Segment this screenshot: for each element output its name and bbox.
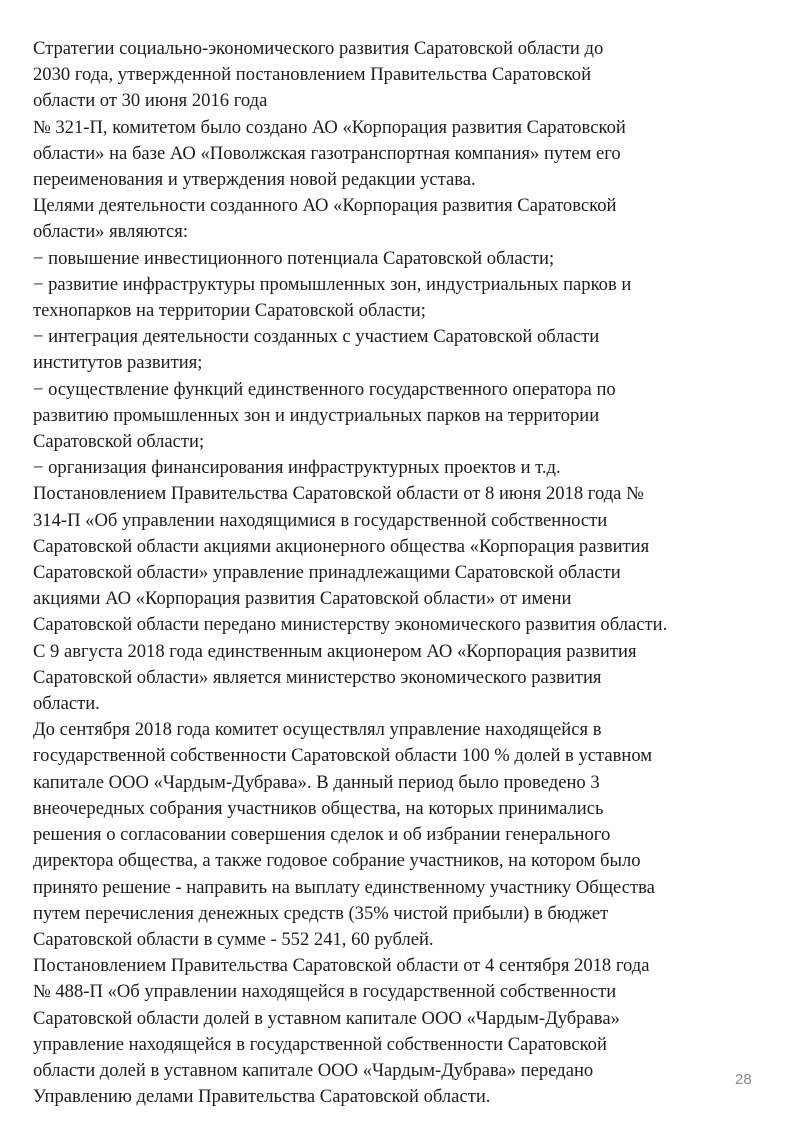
text-line: 314-П «Об управлении находящимися в государственной собственности [33, 509, 608, 531]
text-line: № 488-П «Об управлении находящейся в государственной собственности [33, 981, 617, 1003]
text-line: 2030 года, утвержденной постановлением Правительства Саратовской [33, 64, 592, 86]
text-line: С 9 августа 2018 года единственным акционером АО «Корпорация развития [33, 640, 637, 662]
text-line: акциями АО «Корпорация развития Саратовской области» от имени [33, 588, 572, 610]
text-line: области» являются: [33, 221, 188, 243]
text-line: Постановлением Правительства Саратовской области от 8 июня 2018 года № [33, 483, 644, 505]
text-line: области. [33, 693, 100, 715]
text-line: − развитие инфраструктуры промышленных зон, индустриальных парков и [33, 273, 632, 295]
text-line: внеочередных собрания участников общества, на которых принимались [33, 797, 604, 819]
text-line: развитию промышленных зон и индустриальных парков на территории [33, 404, 600, 426]
text-line: переименования и утверждения новой редакции устава. [33, 169, 476, 191]
text-line: Саратовской области долей в уставном капитале ООО «Чардым-Дубрава» [33, 1007, 620, 1029]
text-line: Целями деятельности созданного АО «Корпорация развития Саратовской [33, 195, 617, 217]
document-body [33, 36, 775, 1110]
text-line: принято решение - направить на выплату единственному участнику Общества [33, 876, 655, 898]
text-line: − повышение инвестиционного потенциала Саратовской области; [33, 247, 555, 269]
text-line: Саратовской области» является министерство экономического развития [33, 666, 602, 688]
text-line: Стратегии социально-экономического развития Саратовской области до [33, 38, 604, 59]
text-line: области от 30 июня 2016 года [33, 90, 268, 112]
text-line: До сентября 2018 года комитет осуществлял управление находящейся в [33, 719, 602, 741]
text-line: капитале ООО «Чардым-Дубрава». В данный период было проведено 3 [33, 771, 600, 793]
text-line: технопарков на территории Саратовской области; [33, 300, 426, 322]
text-line: Саратовской области акциями акционерного общества «Корпорация развития [33, 535, 650, 557]
text-line: государственной собственности Саратовской области 100 % долей в уставном [33, 745, 653, 767]
text-line: − организация финансирования инфраструктурных проектов и т.д. [33, 457, 561, 479]
text-line: № 321-П, комитетом было создано АО «Корпорация развития Саратовской [33, 116, 626, 138]
page-number: 28 [735, 1071, 752, 1088]
text-line: Саратовской области» управление принадлежащими Саратовской области [33, 562, 621, 584]
text-line: решения о согласовании совершения сделок и об избрании генерального [33, 824, 611, 846]
text-line: путем перечисления денежных средств (35% чистой прибыли) в бюджет [33, 902, 609, 924]
text-line: области долей в уставном капитале ООО «Чардым-Дубрава» передано [33, 1059, 594, 1081]
text-line: − интеграция деятельности созданных с участием Саратовской области [33, 326, 600, 348]
text-line: Постановлением Правительства Саратовской области от 4 сентября 2018 года [33, 955, 650, 977]
text-line: области» на базе АО «Поволжская газотранспортная компания» путем его [33, 142, 621, 164]
text-line: Саратовской области; [33, 431, 205, 453]
text-line: Саратовской области передано министерству экономического развития области. [33, 614, 668, 636]
text-line: − осуществление функций единственного государственного оператора по [33, 378, 616, 400]
text-line: Саратовской области в сумме - 552 241, 60 рублей. [33, 928, 434, 950]
text-line: институтов развития; [33, 352, 203, 374]
text-line: Управлению делами Правительства Саратовской области. [33, 1086, 491, 1108]
text-line: управление находящейся в государственной собственности Саратовской [33, 1033, 607, 1055]
text-line: директора общества, а также годовое собрание участников, на котором было [33, 850, 641, 872]
